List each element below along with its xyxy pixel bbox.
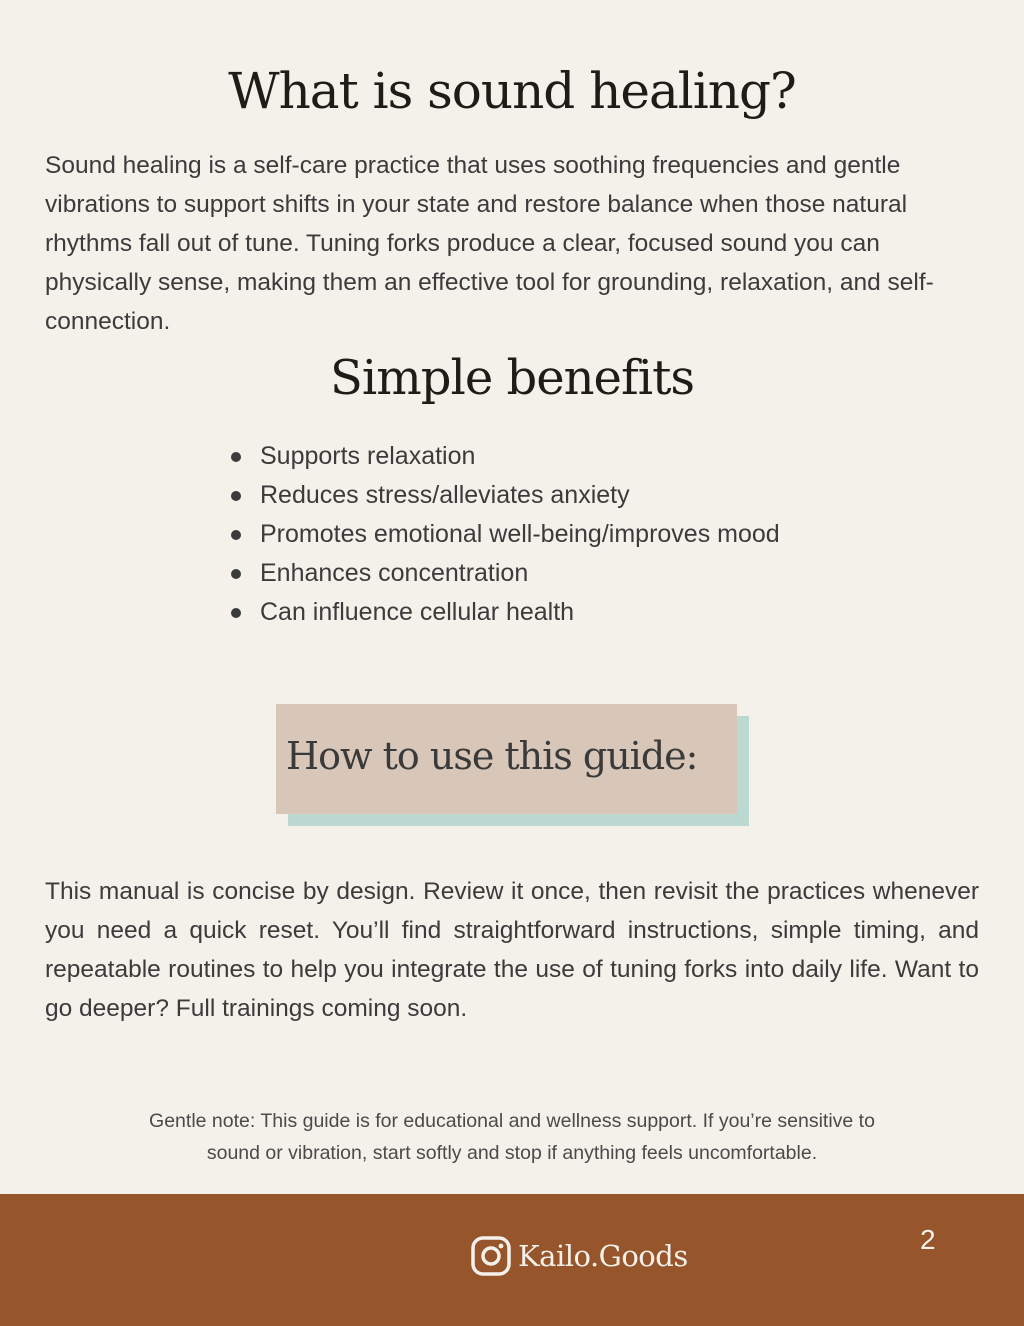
- bullet-icon: [231, 530, 241, 540]
- benefit-item: [228, 554, 780, 593]
- gentle-note-line: sound or vibration, start softly and stop if anything feels uncomfortable.: [206, 1142, 818, 1164]
- intro-paragraph: Sound healing is a self-care practice that uses soothing frequencies and gentle vibrations to support shifts in your state and restore balance when those natural rhythms fall out of tune. Tuning forks produce a clear, focused sound you can physically sense, making them an effective tool for grounding, relaxation, and self-connection.: [45, 152, 934, 335]
- brand-link[interactable]: [470, 1235, 688, 1277]
- benefits-list: [228, 437, 780, 632]
- brand-name: Kailo.Goods: [518, 1239, 688, 1273]
- page-title: What is sound healing?: [228, 62, 796, 120]
- benefit-text: Can influence cellular health: [260, 598, 575, 626]
- gentle-note-line: Gentle note: This guide is for educational and wellness support. If you’re sensitive to: [149, 1110, 875, 1132]
- benefit-item: [228, 515, 780, 554]
- benefit-item: [228, 593, 780, 632]
- bullet-icon: [231, 452, 241, 462]
- bullet-icon: [231, 491, 241, 501]
- footer-bar: [0, 1194, 1024, 1326]
- gentle-note: [0, 1105, 1024, 1169]
- guide-paragraph: This manual is concise by design. Review it once, then revisit the practices whenever you need a quick reset. You’ll find straightforward instructions, simple timing, and repeatable routines to help you integrate the use of tuning forks into daily life. Want to go deeper? Full trainings coming soon.: [45, 878, 979, 1022]
- guide-title: How to use this guide:: [286, 734, 698, 778]
- benefit-item: [228, 476, 780, 515]
- benefit-text: Enhances concentration: [260, 559, 529, 587]
- benefits-heading: Simple benefits: [330, 350, 694, 406]
- page-number: 2: [920, 1224, 936, 1255]
- benefit-text: Supports relaxation: [260, 442, 476, 470]
- benefit-item: [228, 437, 780, 476]
- bullet-icon: [231, 569, 241, 579]
- benefit-text: Reduces stress/alleviates anxiety: [260, 481, 630, 509]
- instagram-icon: [470, 1235, 512, 1277]
- guide-title-box: [276, 704, 737, 814]
- bullet-icon: [231, 608, 241, 618]
- benefit-text: Promotes emotional well-being/improves mood: [260, 520, 780, 548]
